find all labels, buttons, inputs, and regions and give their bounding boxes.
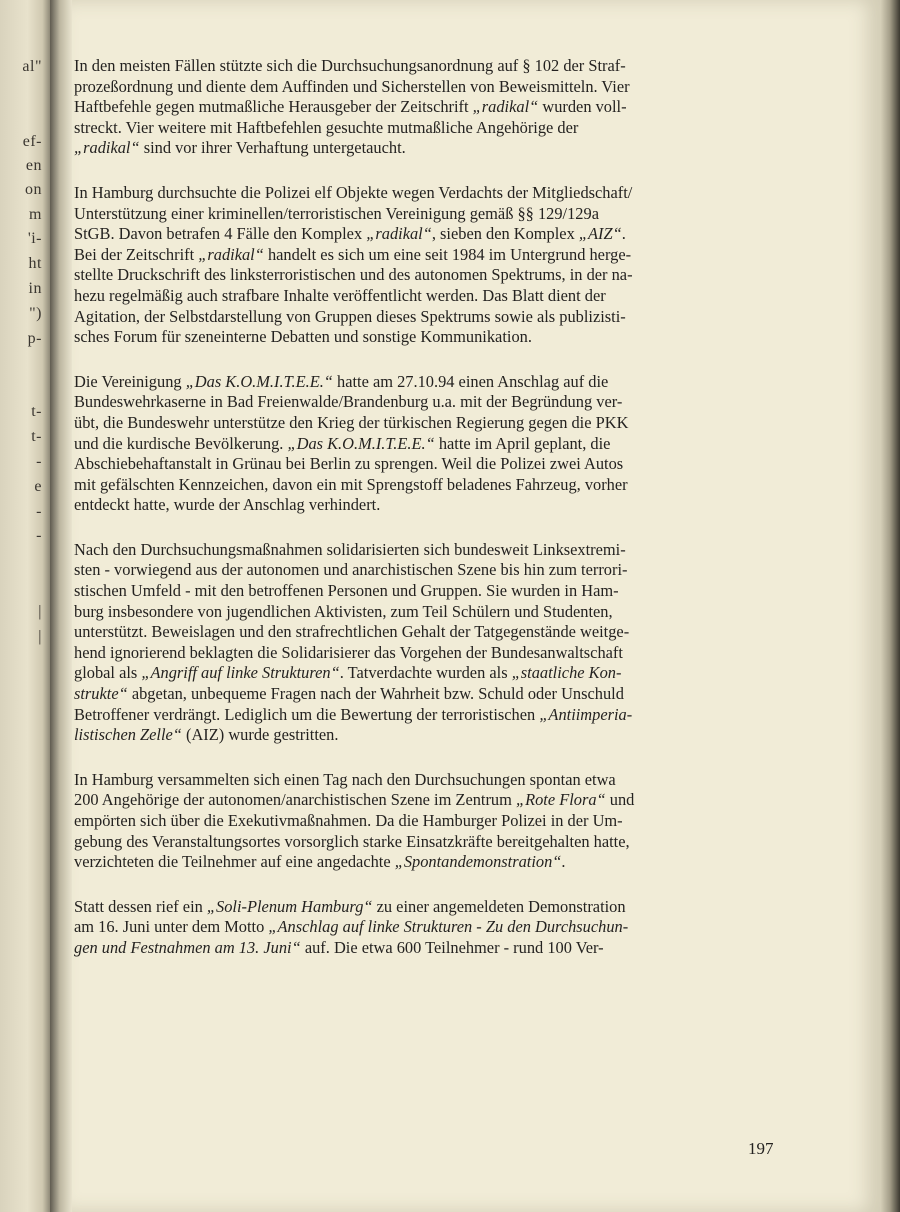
- text-run: , sieben den Komplex: [431, 224, 579, 244]
- text-run: global als: [74, 663, 142, 683]
- text-run: sten - vorwiegend aus der autonomen und anarchistischen Szene bis hin zum terrori-: [74, 560, 628, 580]
- margin-fragment: -: [36, 503, 42, 520]
- text-run: sind vor ihrer Verhaftung untergetaucht.: [139, 138, 406, 158]
- text-run: am 16. Juni unter dem Motto: [74, 917, 269, 937]
- text-run: empörten sich über die Exekutivmaßnahmen. Da die Hamburger Polizei in der Um-: [74, 811, 623, 830]
- text-run: sches Forum für szeneinterne Debatten und sonstige Kommunikation.: [74, 327, 532, 347]
- text-run: zu einer angemeldeten Demonstration: [372, 896, 626, 916]
- text-run: hend ignorierend beklagten die Solidarisierer das Vorgehen der Bundesanwaltschaft: [74, 642, 623, 662]
- margin-fragment: ht: [28, 255, 42, 272]
- italic-text: „radikal“: [366, 224, 432, 244]
- text-run: auf. Die etwa 600 Teilnehmer - rund 100 Ver-: [300, 937, 604, 957]
- text-run: handelt es sich um eine seit 1984 im Untergrund herge-: [263, 244, 632, 264]
- book-page: [72, 0, 880, 1212]
- italic-text: „Spontandemonstration“: [394, 852, 562, 872]
- text-run: Nach den Durchsuchungsmaßnahmen solidarisierten sich bundesweit Linksextremi-: [74, 539, 626, 559]
- book-gutter: [50, 0, 72, 1212]
- margin-fragment: e: [34, 478, 42, 495]
- text-run: entdeckt hatte, wurde der Anschlag verhindert.: [74, 495, 381, 515]
- text-run: (AIZ) wurde gestritten.: [181, 725, 339, 745]
- italic-text: „staatliche Kon-: [511, 663, 622, 683]
- page-number: 197: [748, 1139, 774, 1158]
- italic-text: strukte“: [74, 684, 128, 704]
- text-run: gebung des Veranstaltungsortes vorsorglich starke Einsatzkräfte bereitgehalten hatte,: [74, 831, 630, 851]
- italic-text: „Angriff auf linke Strukturen“: [141, 663, 340, 683]
- margin-fragment: 'i-: [27, 230, 42, 247]
- text-run: übt, die Bundeswehr unterstütze den Krieg der türkischen Regierung gegen die PKK: [74, 412, 629, 432]
- text-run: burg insbesondere von jugendlichen Aktivisten, zum Teil Schülern und Studenten,: [74, 601, 613, 621]
- text-run: Bundeswehrkaserne in Bad Freienwalde/Brandenburg u.a. mit der Begründung ver-: [74, 392, 623, 412]
- text-run: 200 Angehörige der autonomen/anarchistischen Szene im Zentrum: [74, 790, 516, 810]
- paragraph: [74, 897, 778, 959]
- text-run: In Hamburg durchsuchte die Polizei elf Objekte wegen Verdachts der Mitgliedschaft/: [74, 182, 633, 202]
- text-run: und: [605, 790, 635, 810]
- text-run: Haftbefehle gegen mutmaßliche Herausgeber der Zeitschrift: [74, 97, 473, 117]
- text-run: Die Vereinigung: [74, 371, 186, 391]
- margin-fragment: en: [25, 157, 42, 174]
- italic-text: „Das K.O.M.I.T.E.E.“: [287, 433, 435, 453]
- italic-text: „Das K.O.M.I.T.E.E.“: [185, 371, 333, 391]
- italic-text: listischen Zelle“: [74, 725, 182, 745]
- italic-text: gen und Festnahmen am 13. Juni“: [74, 937, 301, 957]
- paragraph: [74, 372, 778, 516]
- text-run: prozeßordnung und diente dem Auffinden und Sicherstellen von Beweismitteln. Vier: [74, 76, 630, 96]
- margin-fragment: t-: [31, 428, 42, 445]
- margin-fragment: on: [25, 181, 42, 198]
- margin-fragment: m: [29, 206, 42, 223]
- italic-text: „radikal“: [472, 97, 539, 117]
- text-run: Abschiebehaftanstalt in Grünau bei Berlin zu sprengen. Weil die Polizei zwei Autos: [74, 454, 624, 474]
- text-run: Unterstützung einer kriminellen/terroristischen Vereinigung gemäß §§ 129/129a: [74, 203, 599, 223]
- paragraph: [74, 56, 778, 159]
- text-run: mit gefälschten Kennzeichen, davon ein mit Sprengstoff beladenes Fahrzeug, vorher: [74, 474, 628, 494]
- text-run: verzichteten die Teilnehmer auf eine angedachte: [74, 852, 395, 872]
- margin-fragment: p-: [27, 330, 42, 347]
- text-run: In den meisten Fällen stützte sich die Durchsuchungsanordnung auf § 102 der Straf-: [74, 56, 626, 75]
- margin-fragment: -: [36, 527, 42, 544]
- italic-text: „Anschlag auf linke Strukturen - Zu den Durchsuchun-: [268, 917, 629, 937]
- page-stack-edge: [880, 0, 900, 1212]
- text-run: Betroffener verdrängt. Lediglich um die Bewertung der terroristischen: [74, 704, 540, 724]
- text-run: .: [561, 852, 566, 872]
- margin-fragment: t-: [31, 403, 42, 420]
- margin-fragment: in: [28, 280, 42, 297]
- text-run: Bei der Zeitschrift: [74, 244, 199, 264]
- paragraph: [74, 540, 778, 746]
- text-run: abgetan, unbequeme Fragen nach der Wahrheit bzw. Schuld oder Unschuld: [127, 684, 624, 704]
- text-run: hatte im April geplant, die: [434, 433, 611, 453]
- text-run: streckt. Vier weitere mit Haftbefehlen gesuchte mutmaßliche Angehörige der: [74, 117, 579, 137]
- page-body-text: [74, 56, 778, 983]
- italic-text: „radikal“: [198, 244, 264, 264]
- text-run: unterstützt. Beweislagen und den strafrechtlichen Gehalt der Tatgegenstände weitge-: [74, 622, 630, 642]
- margin-fragment: |: [38, 628, 42, 645]
- italic-text: „Rote Flora“: [515, 790, 606, 810]
- text-run: . Tatverdachte wurden als: [339, 663, 512, 683]
- margin-fragment: -: [36, 453, 42, 470]
- margin-fragment: al": [22, 58, 42, 75]
- text-run: StGB. Davon betrafen 4 Fälle den Komplex: [74, 224, 367, 244]
- text-run: In Hamburg versammelten sich einen Tag nach den Durchsuchungen spontan etwa: [74, 769, 616, 789]
- paragraph: [74, 770, 778, 873]
- text-run: hatte am 27.10.94 einen Anschlag auf die: [332, 371, 609, 391]
- text-run: stellte Druckschrift des linksterroristischen und des autonomen Spektrums, in der na-: [74, 265, 633, 285]
- italic-text: „Antiimperia-: [539, 704, 633, 724]
- margin-fragment: ef-: [22, 133, 42, 150]
- facing-page-edge: [0, 0, 50, 1212]
- text-run: wurden voll-: [538, 97, 627, 117]
- text-run: Agitation, der Selbstdarstellung von Gruppen dieses Spektrums sowie als publizisti-: [74, 306, 626, 326]
- paragraph: [74, 183, 778, 348]
- margin-fragment: "): [29, 305, 42, 322]
- text-run: und die kurdische Bevölkerung.: [74, 433, 288, 453]
- italic-text: „AIZ“: [578, 224, 622, 244]
- text-run: .: [621, 224, 626, 244]
- text-run: hezu regelmäßig auch strafbare Inhalte veröffentlicht werden. Das Blatt dient der: [74, 285, 606, 305]
- text-run: stischen Umfeld - mit den betroffenen Personen und Gruppen. Sie wurden in Ham-: [74, 581, 619, 601]
- margin-fragment: |: [38, 603, 42, 620]
- italic-text: „Soli-Plenum Hamburg“: [206, 896, 373, 916]
- text-run: Statt dessen rief ein: [74, 896, 207, 916]
- italic-text: „radikal“: [74, 138, 140, 158]
